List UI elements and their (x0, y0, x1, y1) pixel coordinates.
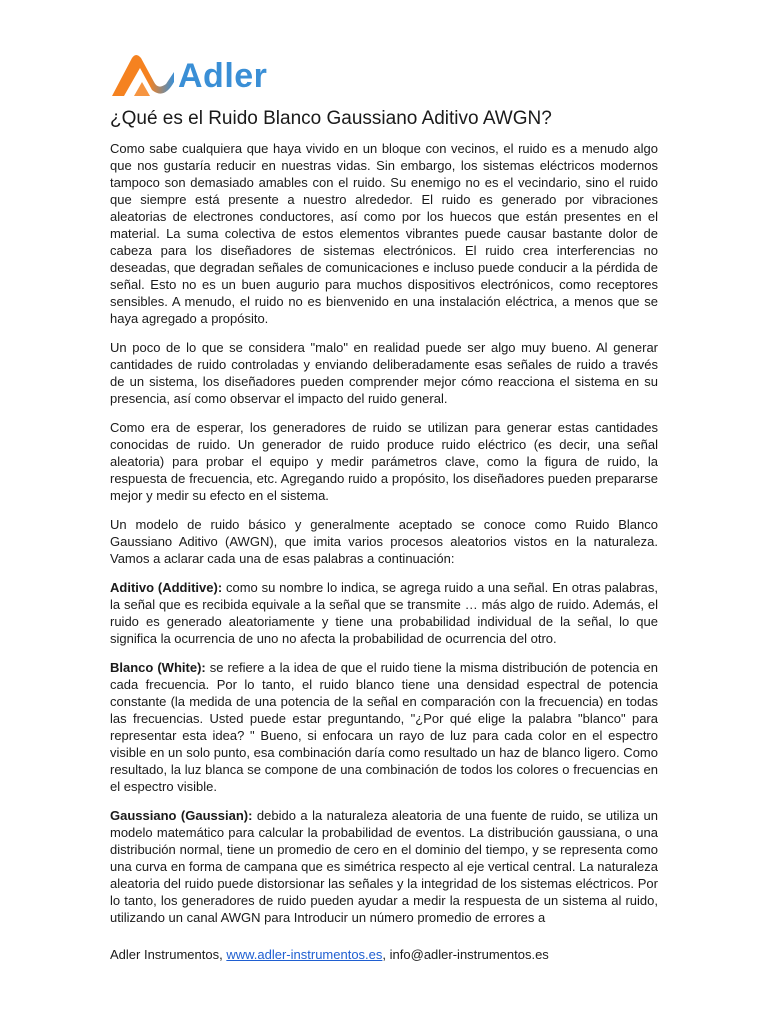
paragraph-text: se refiere a la idea de que el ruido tiene la misma distribución de potencia en cada frecuencia. Por lo tanto, el ruido blanco tiene una densidad espectral de potencia constante (la medida de una potencia de la señal en comparación con la frecuencia) en todas las frecuencias. Usted puede estar preguntando, "¿Por qué elige la palabra "blanco" para representar esta idea? " Bueno, si enfocara un rayo de luz para cada color en el espectro visible en un solo punto, esa combinación daría como resultado un haz de blanco ligero. Como resultado, la luz blanca se compone de una combinación de todos los colores o frecuencias en el espectro visible. (110, 660, 658, 794)
paragraph-text: Como sabe cualquiera que haya vivido en un bloque con vecinos, el ruido es a menudo algo que nos gustaría reducir en nuestras vidas. Sin embargo, los sistemas eléctricos modernos tampoco son demasiado amables con el ruido. Su enemigo no es el vecindario, sino el ruido que siempre está presente a nuestro alrededor. El ruido es generado por vibraciones aleatorias de electrones conductores, así como por los huecos que están presentes en el material. La suma colectiva de estos elementos vibrantes puede causar bastante dolor de cabeza para los diseñadores de sistemas electrónicos. El ruido crea interferencias no deseadas, que degradan señales de comunicaciones e incluso puede conducir a la pérdida de señal. Esto no es un buen augurio para muchos dispositivos electrónicos, como receptores sensibles. A menudo, el ruido no es bienvenido en una instalación eléctrica, a menos que se haya agregado a propósito. (110, 141, 658, 326)
paragraph-text: Un modelo de ruido básico y generalmente aceptado se conoce como Ruido Blanco Gaussiano Aditivo (AWGN), que imita varios procesos aleatorios vistos en la naturaleza. Vamos a aclarar cada una de esas palabras a continuación: (110, 517, 658, 566)
paragraph-noise-generators (110, 419, 658, 504)
paragraph-intro (110, 140, 658, 327)
paragraph-awgn-model (110, 516, 658, 567)
paragraph-noise-useful (110, 339, 658, 407)
footer-company: Adler Instrumentos, (110, 947, 223, 962)
page-footer (110, 947, 549, 962)
document-title: ¿Qué es el Ruido Blanco Gaussiano Aditivo AWGN? (110, 108, 552, 129)
paragraph-additive (110, 579, 658, 647)
footer-separator: , (382, 947, 387, 962)
footer-website-link[interactable]: www.adler-instrumentos.es (226, 947, 383, 962)
term-white: Blanco (White): (110, 660, 206, 675)
paragraph-text: como su nombre lo indica, se agrega ruido a una señal. En otras palabras, la señal que es recibida equivale a la señal que se transmite … más algo de ruido. Además, el ruido es generado aleatoriamente y tiene una probabilidad individual de la señal, lo que significa la ocurrencia de uno no afecta la probabilidad de ocurrencia del otro. (110, 580, 658, 646)
document-body (110, 140, 658, 938)
paragraph-text: Un poco de lo que se considera "malo" en realidad puede ser algo muy bueno. Al generar cantidades de ruido controladas y enviando deliberadamente esas señales de ruido a través de un sistema, los diseñadores pueden comprender mejor cómo reacciona el sistema en su presencia, así como observar el impacto del ruido general. (110, 340, 658, 406)
paragraph-white (110, 659, 658, 795)
adler-logo-mark-icon (110, 52, 176, 100)
term-additive: Aditivo (Additive): (110, 580, 223, 595)
paragraph-text: Como era de esperar, los generadores de ruido se utilizan para generar estas cantidades conocidas de ruido. Un generador de ruido produce ruido eléctrico (es decir, una señal aleatoria) para probar el equipo y medir parámetros clave, como la figura de ruido, la respuesta de frecuencia, etc. Agregando ruido a propósito, los diseñadores pueden prepararse mejor y medir su efecto en el sistema. (110, 420, 658, 503)
paragraph-text: debido a la naturaleza aleatoria de una fuente de ruido, se utiliza un modelo matemático para calcular la probabilidad de eventos. La distribución gaussiana, o una distribución normal, tiene un promedio de cero en el dominio del tiempo, y se representa como una curva en forma de campana que es simétrica respecto al eje vertical central. La naturaleza aleatoria del ruido puede distorsionar las señales y la integridad de los sistemas eléctricos. Por lo tanto, los generadores de ruido pueden ayudar a medir la respuesta de un sistema al ruido, utilizando un canal AWGN para Introducir un número promedio de errores a (110, 808, 658, 925)
company-logo (110, 46, 310, 106)
logo-brand-text: Adler (178, 56, 268, 95)
footer-email: info@adler-instrumentos.es (389, 947, 549, 962)
paragraph-gaussian (110, 807, 658, 926)
term-gaussian: Gaussiano (Gaussian): (110, 808, 253, 823)
